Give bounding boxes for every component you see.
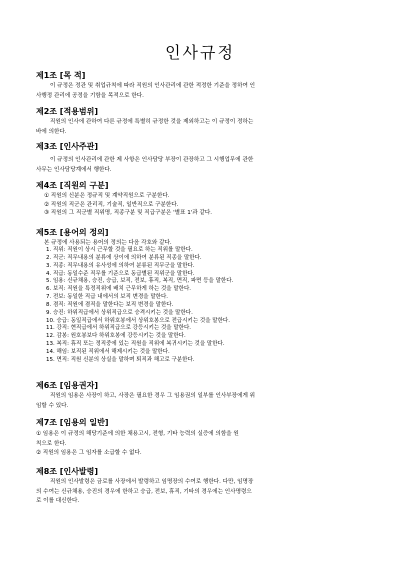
- article-5-intro: 본 규정에 사용되는 용어의 정의는 다음 각호와 같다.: [44, 240, 172, 246]
- article-3-body: [36, 156, 366, 175]
- article-6-heading: 제6조 [임용권자]: [36, 381, 99, 390]
- list-item: 15. 면직: 직원 신분의 상실을 말하며 퇴직과 해고로 구분한다.: [46, 356, 195, 363]
- article-7-line: ② 직원의 임용은 그 임자를 소급할 수 없다.: [36, 450, 142, 457]
- definition-list: [46, 247, 366, 365]
- article-8-heading: 제8조 [인사발령]: [36, 467, 99, 476]
- list-item: 2. 직군: 직무내용의 분류에 상이에 의하여 분류된 직종을 말한다.: [46, 254, 202, 261]
- list-item: 9. 승진: 하위직급에서 상위직급으로 승격시키는 것을 말한다.: [46, 309, 193, 316]
- article-3-line: 사무는 인사담당계에서 행한다.: [36, 166, 112, 173]
- article-1-heading: 제1조 [목 적]: [36, 71, 86, 80]
- list-item: 7. 전보: 동일한 직급 내에서의 보직 변경을 말한다.: [46, 294, 169, 301]
- list-item: 12. 감봉: 원호봉보다 하위호봉에 강등시키는 것을 말한다.: [46, 333, 186, 340]
- article-2-body: [36, 118, 366, 137]
- article-7-line: 칙으로 한다.: [36, 440, 67, 447]
- article-4-heading: 제4조 [직원의 구분]: [36, 181, 109, 190]
- article-8-line: 로 이를 대신한다.: [36, 498, 80, 505]
- document-title: 인사규정: [165, 43, 235, 62]
- article-7-body: [36, 430, 366, 459]
- article-1-line: 사행정 관리에 공정을 기함을 목적으로 한다.: [36, 92, 144, 99]
- article-2-line: 바에 의한다.: [36, 128, 67, 135]
- list-item: 5. 임용: 신규채용, 승진, 승급, 보직, 전보, 휴직, 복직, 면직, 파면 등을 말한다.: [46, 278, 234, 285]
- list-item: 3. 직종: 직무내용의 유사성에 의하여 분류된 직무군을 말한다.: [46, 262, 195, 269]
- article-7-heading: 제7조 [임용의 일반]: [36, 418, 109, 427]
- article-7-line: ① 임용은 이 규정의 해당기준에 의한 채용고시, 전형, 기타 능력의 실증에 의함을 원: [36, 431, 239, 437]
- article-8-line: 의 수여는 신규채용, 승진의 경우에 한하고 승급, 전보, 휴직, 기타의 경우에는 인사명령으: [36, 488, 252, 495]
- article-6-body: [36, 392, 366, 411]
- list-item: 4. 직급: 동일수준 직무를 기준으로 동급별된 직위군을 말한다.: [46, 270, 195, 277]
- list-item: 8. 겸직: 직원에 겸직을 말한다는 보직 변경을 말한다.: [46, 301, 174, 308]
- list-item: 10. 승급: 동일직급에서 하위호봉에서 상위호봉으로 전급시키는 것을 말한다.: [46, 317, 230, 324]
- article-4-line: ③ 직원의 그 직군별 직위명, 직종구분 및 직급구분은 '별표 1'과 같다.: [44, 210, 213, 217]
- article-1-body: [36, 82, 366, 101]
- article-8-line: 직원의 인사발령은 금로를 사장에서 발령하고 임명장의 수여로 행한다. 다만, 임명장: [50, 479, 254, 485]
- article-6-line: 직원의 임용은 사장이 하고, 사장은 필요한 경우 그 임용권의 일부를 인사부장에게 위: [50, 393, 256, 399]
- list-item: 14. 해임: 보직된 직위에서 해제시키는 것을 말한다.: [46, 348, 170, 355]
- article-2-line: 직원의 인사에 관하여 다른 규정에 특별히 규정한 것을 제외하고는 이 규정이 정하는: [50, 119, 254, 125]
- list-item: 6. 보직: 직원을 특정직위에 배치 근무하게 하는 것을 말한다.: [46, 286, 192, 293]
- article-3-line: 이 규정의 인사관리에 관한 제 사항은 인사담당 부장이 관장하고 그 시행업무에 관한: [50, 157, 254, 163]
- article-3-heading: 제3조 [인사주관]: [36, 142, 99, 151]
- list-item: 1. 직위: 직원이 상시 근무할 것을 필요로 하는 직위를 말한다.: [46, 247, 193, 253]
- article-6-line: 임할 수 있다.: [36, 402, 69, 409]
- article-2-heading: 제2조 [적용범위]: [36, 107, 99, 116]
- article-5-heading: 제5조 [용어의 정의]: [36, 228, 109, 237]
- list-item: 11. 강직: 현직급에서 하위직급으로 강등시키는 것을 말한다.: [46, 325, 192, 332]
- article-8-body: [36, 478, 366, 507]
- article-4-line: ② 직원의 직군은 관리직, 기술직, 일반직으로 구분한다.: [44, 201, 179, 208]
- list-item: 13. 복직: 휴직 또는 정직중에 있는 직원을 직위에 복귀시키는 것을 말한다.: [46, 341, 225, 348]
- article-4-body: [44, 192, 374, 218]
- article-4-line: ① 직원의 신분은 정규직 및 계약직원으로 구분한다.: [44, 193, 170, 199]
- article-1-line: 이 규정은 정관 및 취업규칙에 따라 직원의 인사관리에 관한 적정한 기준을 정하여 인: [50, 83, 256, 89]
